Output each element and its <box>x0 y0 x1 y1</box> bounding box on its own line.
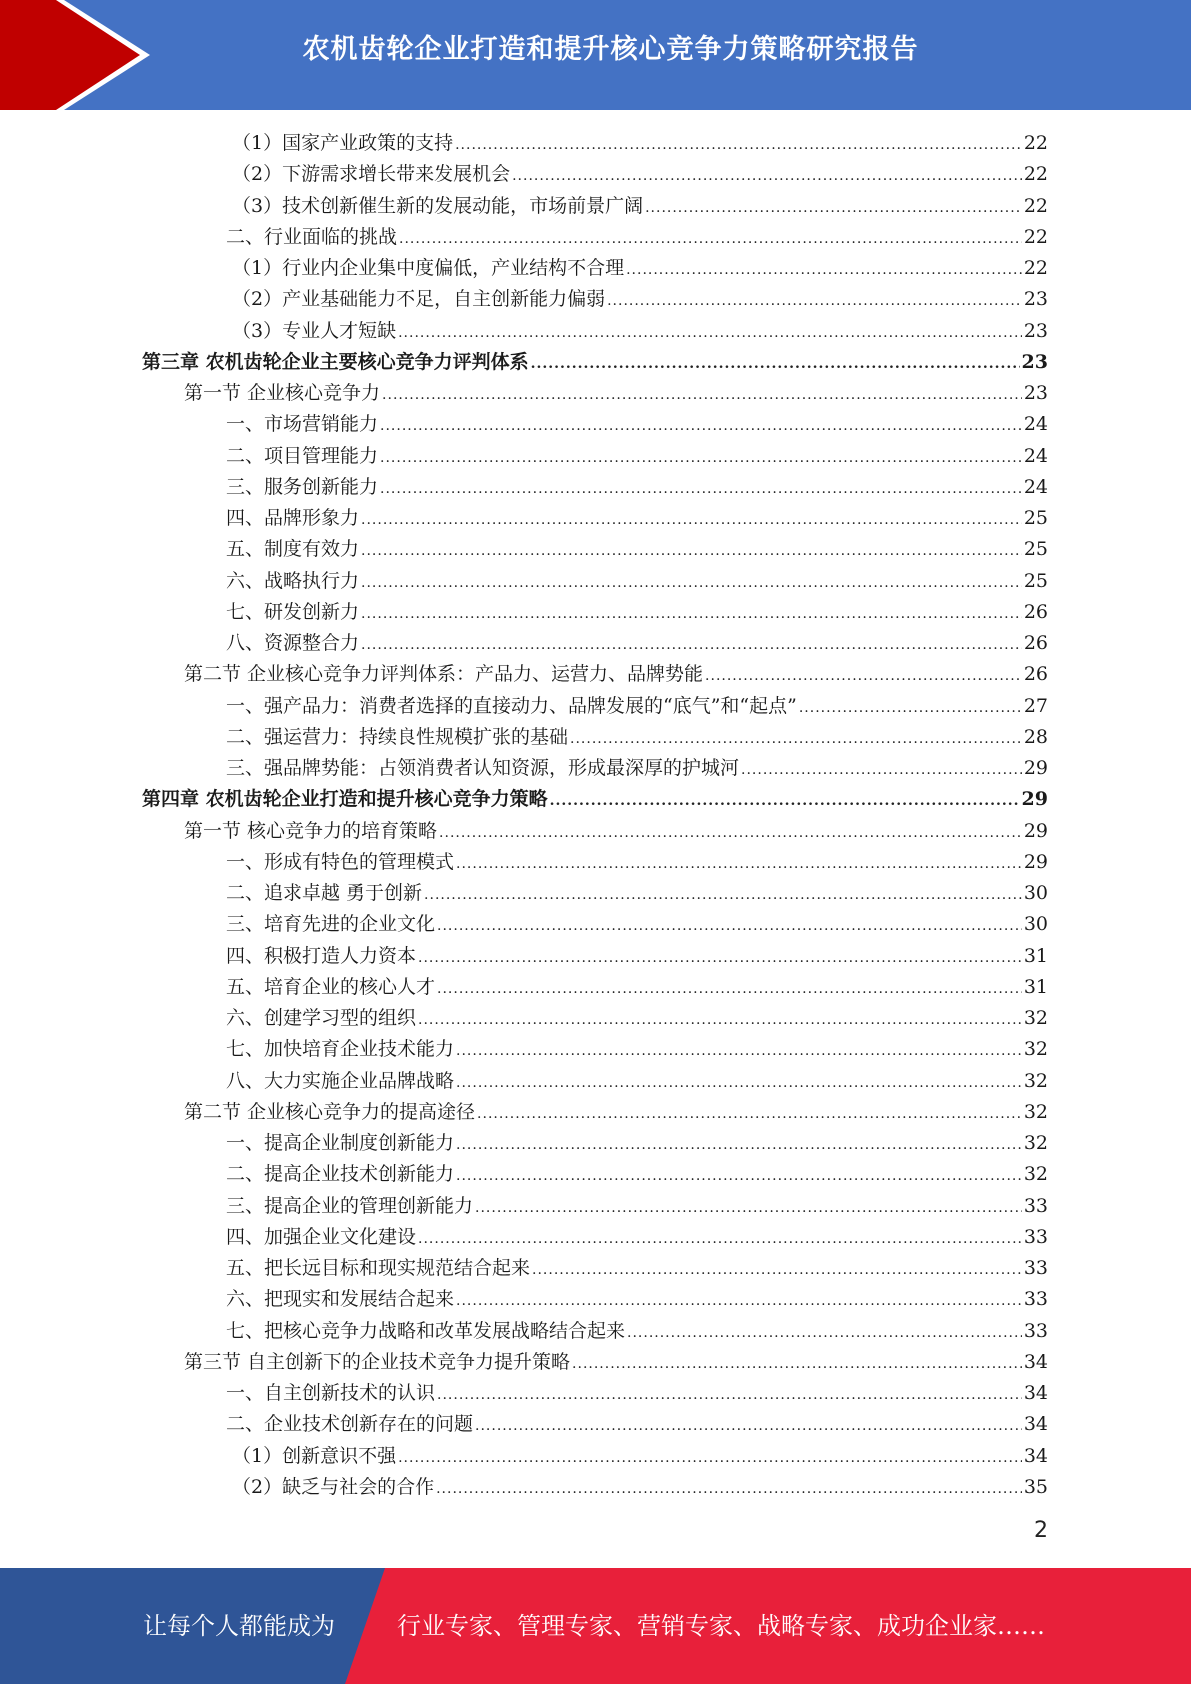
toc-entry[interactable] <box>226 1222 1048 1253</box>
toc-entry-title: 三、强品牌势能：占领消费者认知资源，形成最深厚的护城河 <box>226 757 740 779</box>
toc-entry-page: 22 <box>1023 163 1048 186</box>
toc-entry-title: 第四章 农机齿轮企业打造和提升核心竞争力策略 <box>142 788 548 811</box>
toc-entry-page: 22 <box>1023 194 1048 217</box>
toc-entry-title: 第二节 企业核心竞争力评判体系：产品力、运营力、品牌势能 <box>184 663 704 686</box>
toc-entry-page: 24 <box>1023 413 1048 436</box>
toc-entry[interactable] <box>232 159 1048 190</box>
toc-leader-dots <box>361 536 1022 567</box>
toc-entry-title: （2）缺乏与社会的合作 <box>232 1475 435 1498</box>
toc-entry-page: 26 <box>1023 663 1048 686</box>
toc-entry-page: 26 <box>1023 632 1048 654</box>
toc-entry-page: 26 <box>1023 600 1048 623</box>
toc-entry-title: 三、服务创新能力 <box>226 475 379 498</box>
toc-entry[interactable] <box>232 316 1048 347</box>
toc-leader-dots <box>436 1474 1022 1505</box>
report-title: 农机齿轮企业打造和提升核心竞争力策略研究报告 <box>302 34 919 65</box>
toc-leader-dots <box>607 286 1022 317</box>
toc-entry[interactable] <box>226 1128 1048 1159</box>
toc-leader-dots <box>418 943 1022 974</box>
toc-entry-title: 一、形成有特色的管理模式 <box>226 850 455 873</box>
toc-entry-title: （1）创新意识不强 <box>232 1444 397 1467</box>
toc-entry-title: 二、企业技术创新存在的问题 <box>226 1413 474 1436</box>
toc-entry[interactable] <box>226 691 1048 722</box>
toc-entry-title: 三、培育先进的企业文化 <box>226 913 436 936</box>
page-footer <box>0 1568 1191 1684</box>
toc-entry-title: 六、战略执行力 <box>226 569 360 592</box>
toc-entry-page: 32 <box>1023 1007 1048 1029</box>
toc-leader-dots <box>437 1380 1022 1411</box>
toc-entry-title: 五、制度有效力 <box>226 538 360 561</box>
toc-leader-dots <box>456 1286 1022 1317</box>
toc-entry-title: 七、研发创新力 <box>226 600 360 623</box>
page-header <box>0 0 1191 110</box>
toc-entry-title: 第二节 企业核心竞争力的提高途径 <box>184 1100 476 1123</box>
toc-leader-dots <box>399 224 1022 255</box>
toc-entry-title: 二、提高企业技术创新能力 <box>226 1163 455 1186</box>
toc-entry-title: 一、自主创新技术的认识 <box>226 1382 436 1404</box>
toc-leader-dots <box>456 849 1022 880</box>
toc-entry-page: 34 <box>1023 1413 1048 1436</box>
toc-entry-page: 23 <box>1023 319 1048 342</box>
toc-entry-title: （1）行业内企业集中度偏低，产业结构不合理 <box>232 257 625 279</box>
toc-entry-title: （3）技术创新催生新的发展动能，市场前景广阔 <box>232 194 644 217</box>
toc-entry[interactable] <box>226 972 1048 1003</box>
toc-leader-dots <box>570 724 1022 755</box>
toc-entry[interactable] <box>226 222 1048 253</box>
toc-entry[interactable] <box>226 847 1048 878</box>
toc-entry[interactable] <box>226 566 1048 597</box>
toc-leader-dots <box>398 318 1022 349</box>
toc-entry[interactable] <box>226 1066 1048 1097</box>
toc-leader-dots <box>550 786 1020 817</box>
toc-leader-dots <box>572 1349 1022 1380</box>
toc-entry-page: 30 <box>1023 913 1048 936</box>
toc-entry-title: 二、项目管理能力 <box>226 444 379 467</box>
toc-leader-dots <box>741 755 1022 786</box>
toc-leader-dots <box>627 1318 1022 1349</box>
toc-entry-page: 31 <box>1023 944 1048 967</box>
toc-leader-dots <box>380 443 1022 474</box>
toc-entry-page: 23 <box>1023 288 1048 311</box>
toc-entry-page: 33 <box>1023 1194 1048 1217</box>
toc-entry[interactable] <box>226 1253 1048 1284</box>
toc-leader-dots <box>456 1161 1022 1192</box>
toc-entry[interactable] <box>226 1409 1048 1440</box>
toc-entry-page: 30 <box>1023 882 1048 904</box>
toc-entry-page: 32 <box>1023 1132 1048 1154</box>
toc-entry-page: 22 <box>1023 132 1048 154</box>
toc-leader-dots <box>456 1036 1022 1067</box>
toc-entry[interactable] <box>226 753 1048 784</box>
toc-entry-title: 八、大力实施企业品牌战略 <box>226 1069 455 1092</box>
toc-entry[interactable] <box>232 284 1048 315</box>
toc-entry-title: （1）国家产业政策的支持 <box>232 132 454 154</box>
toc-entry-title: 第三章 农机齿轮企业主要核心竞争力评判体系 <box>142 350 529 373</box>
toc-leader-dots <box>512 161 1022 192</box>
toc-leader-dots <box>456 1130 1022 1161</box>
toc-entry[interactable] <box>226 1191 1048 1222</box>
toc-entry-page: 29 <box>1023 819 1048 842</box>
toc-leader-dots <box>398 1443 1022 1474</box>
toc-leader-dots <box>361 630 1022 661</box>
toc-entry-title: （2）下游需求增长带来发展机会 <box>232 163 511 186</box>
toc-entry-page: 31 <box>1023 975 1048 998</box>
toc-entry-title: 第三节 自主创新下的企业技术竞争力提升策略 <box>184 1350 571 1373</box>
toc-leader-dots <box>475 1411 1022 1442</box>
toc-entry[interactable] <box>184 1097 1048 1128</box>
toc-leader-dots <box>455 130 1022 161</box>
toc-entry-page: 24 <box>1023 475 1048 498</box>
toc-entry[interactable] <box>226 941 1048 972</box>
toc-entry[interactable] <box>232 1472 1048 1503</box>
toc-entry-title: 八、资源整合力 <box>226 632 360 654</box>
page-number: 2 <box>1034 1518 1048 1543</box>
toc-entry[interactable] <box>226 1378 1048 1409</box>
footer-slogan-left: 让每个人都能成为 <box>143 1612 335 1640</box>
toc-entry-title: 一、市场营销能力 <box>226 413 379 436</box>
footer-slogan-right: 行业专家、管理专家、营销专家、战略专家、成功企业家…… <box>397 1612 1045 1640</box>
toc-entry[interactable] <box>226 628 1048 659</box>
toc-entry[interactable] <box>142 784 1048 815</box>
toc-entry[interactable] <box>226 1003 1048 1034</box>
toc-leader-dots <box>418 1005 1022 1036</box>
toc-leader-dots <box>418 1224 1022 1255</box>
toc-entry[interactable] <box>142 347 1048 378</box>
toc-leader-dots <box>437 974 1022 1005</box>
toc-entry-page: 25 <box>1023 507 1048 529</box>
toc-entry-title: （2）产业基础能力不足，自主创新能力偏弱 <box>232 288 606 311</box>
toc-entry[interactable] <box>226 878 1048 909</box>
toc-entry-title: 五、把长远目标和现实规范结合起来 <box>226 1257 531 1279</box>
toc-entry[interactable] <box>226 409 1048 440</box>
toc-entry[interactable] <box>226 534 1048 565</box>
toc-entry-title: 二、行业面临的挑战 <box>226 225 398 248</box>
toc-leader-dots <box>626 255 1022 286</box>
toc-entry-page: 28 <box>1023 725 1048 748</box>
toc-entry-page: 32 <box>1023 1163 1048 1186</box>
toc-leader-dots <box>380 411 1022 442</box>
toc-entry-title: 六、创建学习型的组织 <box>226 1007 417 1029</box>
toc-leader-dots <box>361 505 1022 536</box>
toc-entry-title: 四、品牌形象力 <box>226 507 360 529</box>
toc-entry[interactable] <box>226 1034 1048 1065</box>
toc-leader-dots <box>361 568 1022 599</box>
toc-entry-title: 七、加快培育企业技术能力 <box>226 1038 455 1061</box>
toc-entry-page: 33 <box>1023 1288 1048 1311</box>
toc-entry-title: 二、强运营力：持续良性规模扩张的基础 <box>226 725 569 748</box>
toc-entry[interactable] <box>184 1347 1048 1378</box>
toc-entry[interactable] <box>226 441 1048 472</box>
toc-leader-dots <box>532 1255 1022 1286</box>
toc-entry-title: 五、培育企业的核心人才 <box>226 975 436 998</box>
toc-entry-page: 32 <box>1023 1069 1048 1092</box>
toc-entry[interactable] <box>184 816 1048 847</box>
toc-entry-title: 第一节 核心竞争力的培育策略 <box>184 819 438 842</box>
toc-entry[interactable] <box>226 1284 1048 1315</box>
toc-entry[interactable] <box>226 1316 1048 1347</box>
toc-entry-page: 29 <box>1023 757 1048 779</box>
toc-entry-page: 22 <box>1023 225 1048 248</box>
toc-entry-page: 34 <box>1023 1382 1048 1404</box>
toc-entry[interactable] <box>226 597 1048 628</box>
toc-leader-dots <box>477 1099 1022 1130</box>
toc-leader-dots <box>456 1068 1022 1099</box>
toc-entry[interactable] <box>232 253 1048 284</box>
toc-leader-dots <box>645 193 1022 224</box>
toc-entry[interactable] <box>232 1441 1048 1472</box>
toc-entry-page: 23 <box>1021 350 1048 373</box>
toc-entry-page: 33 <box>1023 1257 1048 1279</box>
toc-entry-page: 24 <box>1023 444 1048 467</box>
toc-leader-dots <box>437 911 1022 942</box>
toc-entry-title: 一、强产品力：消费者选择的直接动力、品牌发展的“底气”和“起点” <box>226 694 797 717</box>
toc-entry-title: （3）专业人才短缺 <box>232 319 397 342</box>
toc-leader-dots <box>439 818 1022 849</box>
toc-entry-page: 25 <box>1023 569 1048 592</box>
toc-entry[interactable] <box>184 659 1048 690</box>
toc-entry-title: 二、追求卓越 勇于创新 <box>226 882 423 904</box>
toc-leader-dots <box>382 380 1022 411</box>
toc-entry-page: 33 <box>1023 1225 1048 1248</box>
toc-entry-title: 三、提高企业的管理创新能力 <box>226 1194 474 1217</box>
toc-leader-dots <box>361 599 1022 630</box>
toc-leader-dots <box>424 880 1022 911</box>
toc-entry-title: 四、积极打造人力资本 <box>226 944 417 967</box>
toc-entry-page: 34 <box>1023 1444 1048 1467</box>
toc-entry[interactable] <box>226 1159 1048 1190</box>
toc-entry-page: 27 <box>1023 694 1048 717</box>
toc-entry-page: 32 <box>1023 1038 1048 1061</box>
toc-entry[interactable] <box>226 503 1048 534</box>
toc-entry-page: 29 <box>1023 850 1048 873</box>
toc-entry-title: 六、把现实和发展结合起来 <box>226 1288 455 1311</box>
toc-entry-page: 35 <box>1023 1475 1048 1498</box>
toc-entry-page: 32 <box>1023 1100 1048 1123</box>
toc-leader-dots <box>799 693 1022 724</box>
toc-entry[interactable] <box>232 191 1048 222</box>
toc-entry-page: 29 <box>1021 788 1048 811</box>
toc-entry-page: 33 <box>1023 1319 1048 1342</box>
toc-entry-title: 四、加强企业文化建设 <box>226 1225 417 1248</box>
toc-entry[interactable] <box>226 472 1048 503</box>
toc-leader-dots <box>475 1193 1022 1224</box>
toc-leader-dots <box>531 349 1020 380</box>
toc-entry-page: 34 <box>1023 1350 1048 1373</box>
toc-entry-page: 22 <box>1023 257 1048 279</box>
toc-entry-title: 七、把核心竞争力战略和改革发展战略结合起来 <box>226 1319 626 1342</box>
toc-entry-page: 25 <box>1023 538 1048 561</box>
toc-entry-title: 第一节 企业核心竞争力 <box>184 382 381 404</box>
toc-entry[interactable] <box>184 378 1048 409</box>
toc-entry-page: 23 <box>1023 382 1048 404</box>
toc-entry-title: 一、提高企业制度创新能力 <box>226 1132 455 1154</box>
toc-leader-dots <box>380 474 1022 505</box>
toc-entry[interactable] <box>232 128 1048 159</box>
toc-entry[interactable] <box>226 722 1048 753</box>
toc-entry[interactable] <box>226 909 1048 940</box>
toc-leader-dots <box>705 661 1022 692</box>
